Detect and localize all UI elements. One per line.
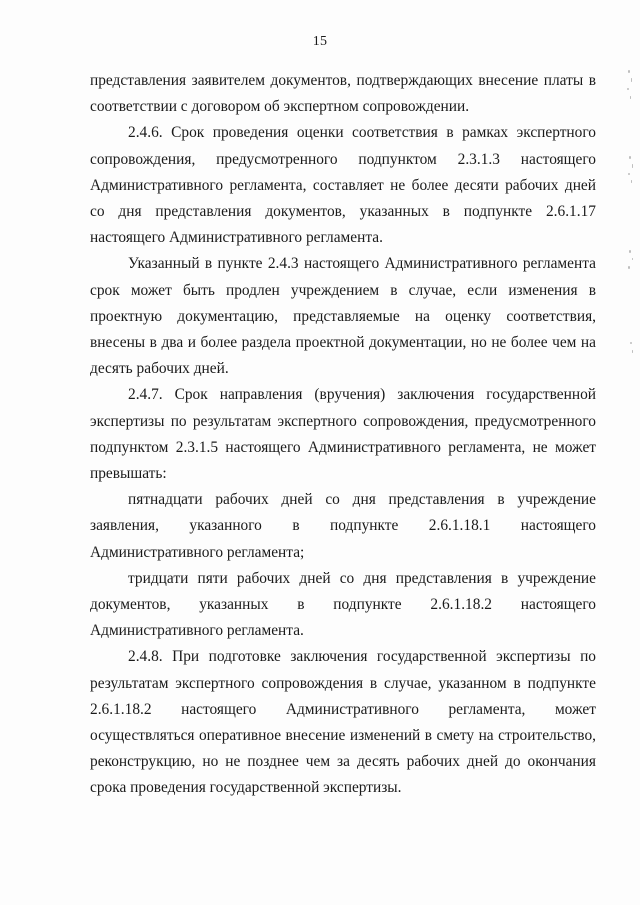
paragraph-continuation: представления заявителем документов, подтверждающих внесение платы в соответствии с договором об экспертном сопровождении.: [90, 72, 596, 116]
paragraph-2-4-8: 2.4.8. При подготовке заключения государственной экспертизы по результатам экспертного сопровождения в случае, указанном в подпункте 2.6.1.18.2 настоящего Административного регламента, может осуществляться оперативное внесение изменений в смету на строительство, реконструкцию, но не позднее чем за десять рабочих дней до окончания срока проведения государственной экспертизы.: [90, 648, 596, 797]
paragraph-fifteen-days: пятнадцати рабочих дней со дня представления в учреждение заявления, указанного в подпункте 2.6.1.18.1 настоящего Административного регламента;: [90, 491, 596, 561]
page-number: 15: [312, 34, 328, 49]
document-body: [90, 68, 596, 802]
paragraph-2-4-6: 2.4.6. Срок проведения оценки соответствия в рамках экспертного сопровождения, предусмотренного подпунктом 2.3.1.3 настоящего Административного регламента, составляет не более десяти рабочих дней со дня представления документов, указанных в подпункте 2.6.1.17 настоящего Административного регламента.: [90, 124, 596, 247]
scan-margin-marks: [622, 60, 640, 380]
paragraph-term-extension: Указанный в пункте 2.4.3 настоящего Административного регламента срок может быть продлен учреждением в случае, если изменения в проектную документацию, представляемые на оценку соответствия, внесены в два и более раздела проектной документации, но не более чем на десять рабочих дней.: [90, 255, 596, 378]
paragraph-thirty-five-days: тридцати пяти рабочих дней со дня представления в учреждение документов, указанных в подпункте 2.6.1.18.2 настоящего Административного регламента.: [90, 569, 596, 640]
paragraph-2-4-7: 2.4.7. Срок направления (вручения) заключения государственной экспертизы по результатам экспертного сопровождения, предусмотренного подпунктом 2.3.1.5 настоящего Административного регламента, не может превышать:: [90, 386, 596, 483]
